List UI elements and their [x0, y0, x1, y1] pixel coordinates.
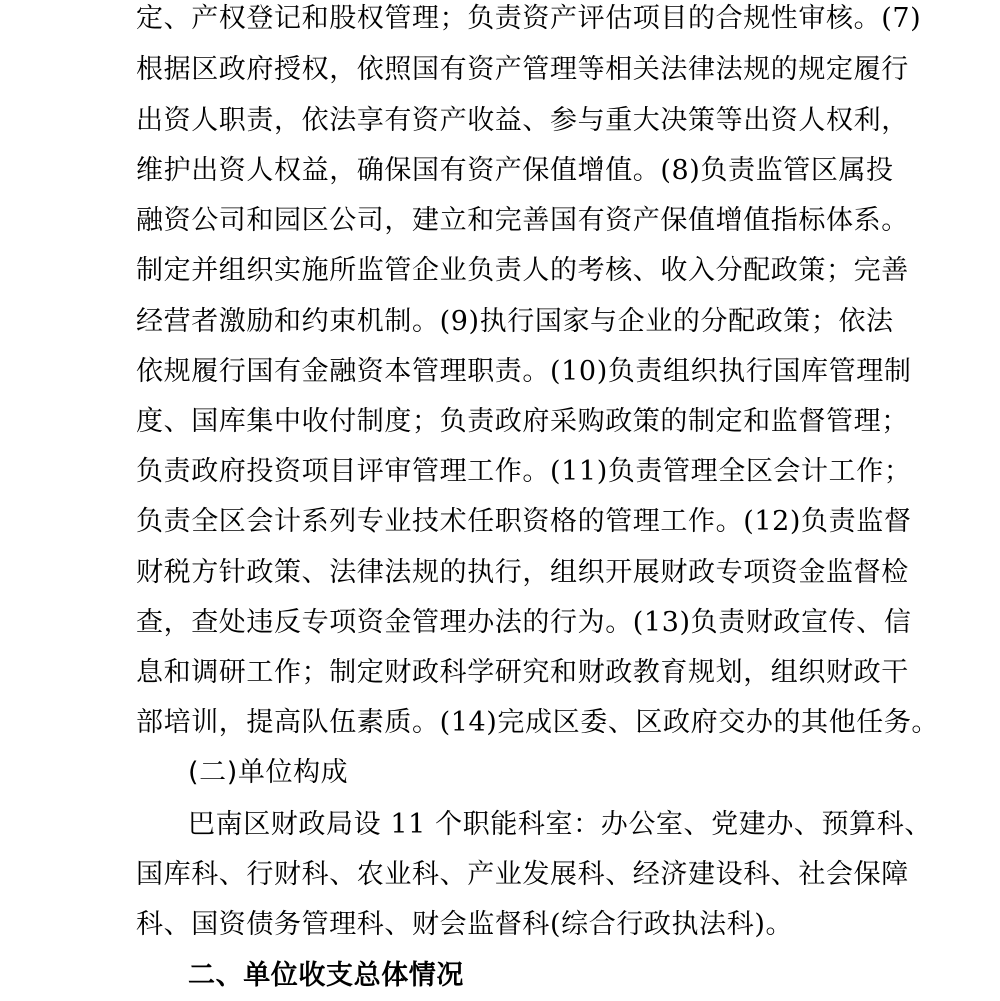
paragraph-line: 查，查处违反专项资金管理办法的行为。(13)负责财政宣传、信 — [136, 607, 912, 638]
paragraph-line: 依规履行国有金融资本管理职责。(10)负责组织执行国库管理制 — [136, 356, 912, 387]
unit-paragraph-line: 国库科、行财科、农业科、产业发展科、经济建设科、社会保障 — [136, 859, 909, 890]
paragraph-line: 出资人职责，依法享有资产收益、参与重大决策等出资人权利， — [136, 105, 909, 136]
unit-paragraph-line: 巴南区财政局设 11 个职能科室：办公室、党建办、预算科、 — [188, 809, 932, 840]
paragraph-line: 融资公司和园区公司，建立和完善国有资产保值增值指标体系。 — [136, 205, 909, 236]
paragraph-line: 度、国库集中收付制度；负责政府采购政策的制定和监督管理； — [136, 406, 909, 437]
paragraph-line: 经营者激励和约束机制。(9)执行国家与企业的分配政策；依法 — [136, 306, 894, 337]
paragraph-line: 制定并组织实施所监管企业负责人的考核、收入分配政策；完善 — [136, 255, 909, 286]
unit-paragraph-line: 科、国资债务管理科、财会监督科(综合行政执法科)。 — [136, 909, 794, 940]
paragraph-line: 根据区政府授权，依照国有资产管理等相关法律法规的规定履行 — [136, 54, 909, 85]
paragraph-line: 财税方针政策、法律法规的执行，组织开展财政专项资金监督检 — [136, 557, 909, 588]
section-heading: 二、单位收支总体情况 — [188, 960, 464, 991]
paragraph-line: 负责全区会计系列专业技术任职资格的管理工作。(12)负责监督 — [136, 506, 912, 537]
paragraph-line: 维护出资人权益，确保国有资产保值增值。(8)负责监管区属投 — [136, 155, 894, 186]
paragraph-line: 息和调研工作；制定财政科学研究和财政教育规划，组织财政干 — [136, 657, 909, 688]
subheading-unit-composition: (二)单位构成 — [188, 757, 349, 788]
paragraph-line: 部培训，提高队伍素质。(14)完成区委、区政府交办的其他任务。 — [136, 707, 940, 738]
paragraph-line: 负责政府投资项目评审管理工作。(11)负责管理全区会计工作； — [136, 456, 912, 487]
paragraph-line: 定、产权登记和股权管理；负责资产评估项目的合规性审核。(7) — [136, 3, 922, 34]
